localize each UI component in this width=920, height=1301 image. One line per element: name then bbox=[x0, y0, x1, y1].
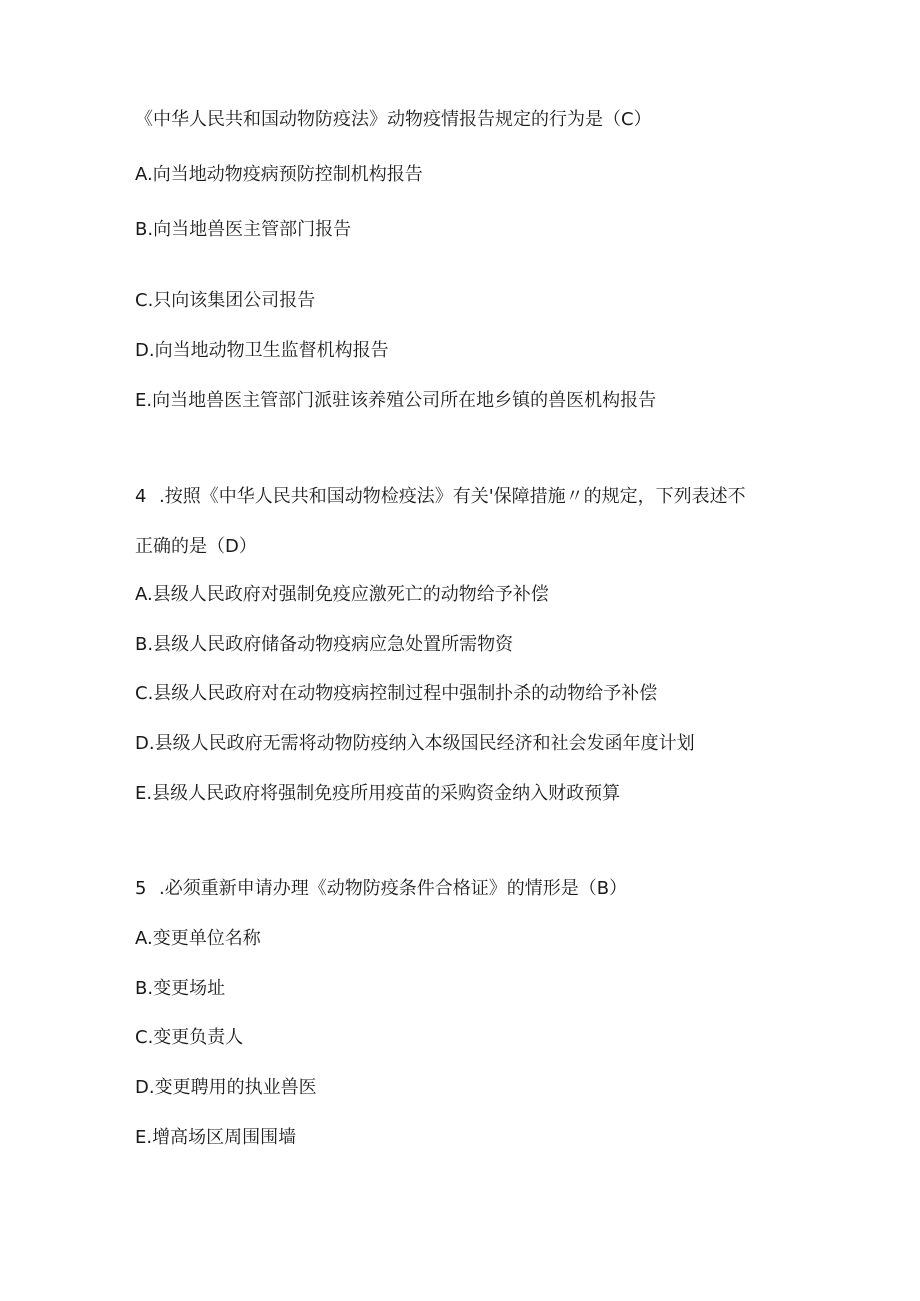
question-5-number: 5 bbox=[135, 878, 147, 899]
question-4-stem-text: .按照《中华人民共和国动物检疫法》有关'保障措施〃的规定，下列表述不 bbox=[159, 486, 746, 507]
question-3-option-b: B.向当地兽医主管部门报告 bbox=[135, 219, 352, 240]
question-3-option-c: C.只向该集团公司报告 bbox=[135, 290, 316, 311]
question-5-option-b: B.变更场址 bbox=[135, 978, 226, 999]
question-4-option-e: E.县级人民政府将强制免疫所用疫苗的采购资金纳入财政预算 bbox=[135, 783, 621, 804]
question-4-stem-line1 bbox=[135, 485, 746, 509]
question-5-option-c: C.变更负责人 bbox=[135, 1027, 244, 1048]
question-3-option-a: A.向当地动物疫病预防控制机构报告 bbox=[135, 164, 423, 185]
question-4-option-c: C.县级人民政府对在动物疫病控制过程中强制扑杀的动物给予补偿 bbox=[135, 683, 658, 704]
question-5-option-a: A.变更单位名称 bbox=[135, 928, 261, 949]
question-5-option-e: E.增高场区周围围墙 bbox=[135, 1127, 297, 1148]
question-3-option-d: D.向当地动物卫生监督机构报告 bbox=[135, 340, 389, 361]
question-5-stem-text: .必须重新申请办理《动物防疫条件合格证》的情形是（B） bbox=[159, 878, 628, 899]
question-4-option-b: B.县级人民政府储备动物疫病应急处置所需物资 bbox=[135, 634, 514, 655]
question-3-option-e: E.向当地兽医主管部门派驻该养殖公司所在地乡镇的兽医机构报告 bbox=[135, 390, 657, 411]
question-5-stem bbox=[135, 877, 627, 901]
question-4-option-a: A.县级人民政府对强制免疫应激死亡的动物给予补偿 bbox=[135, 584, 549, 605]
question-3-stem: 《中华人民共和国动物防疫法》动物疫情报告规定的行为是（C） bbox=[135, 109, 652, 130]
question-4-number: 4 bbox=[135, 486, 147, 507]
question-4-option-d: D.县级人民政府无需将动物防疫纳入本级国民经济和社会发函年度计划 bbox=[135, 733, 695, 754]
question-4-stem-line2: 正确的是（D） bbox=[135, 536, 257, 557]
question-5-option-d: D.变更聘用的执业兽医 bbox=[135, 1077, 317, 1098]
